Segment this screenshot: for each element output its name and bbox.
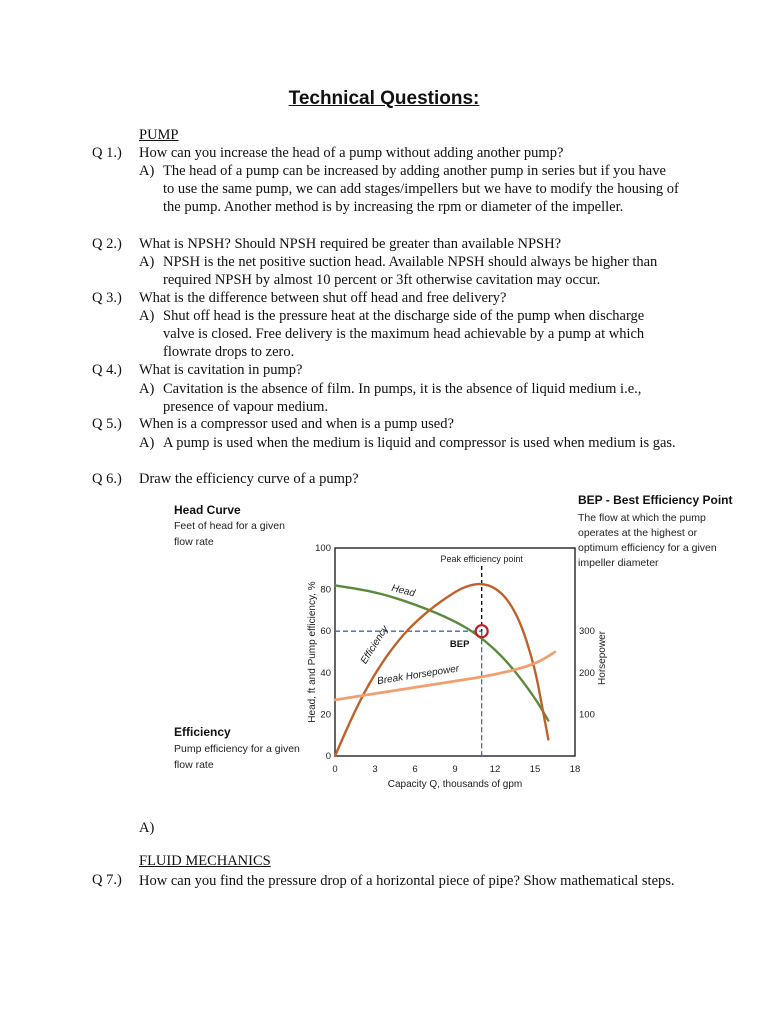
page-title: Technical Questions: (288, 88, 480, 109)
question-label: Q 2.) (92, 236, 122, 252)
question-label: Q 5.) (92, 416, 122, 432)
x-axis-label: Capacity Q, thousands of gpm (387, 779, 523, 790)
answer-text: Cavitation is the absence of film. In pumps, it is the absence of liquid medium i.e., presence of vapour medium. (163, 381, 642, 416)
question-text: How can you increase the head of a pump without adding another pump? (139, 145, 564, 161)
x-tick-label: 0 (332, 764, 338, 775)
break-horsepower-label: Break Horsepower (376, 663, 460, 688)
y-tick-label: 40 (320, 667, 331, 679)
answer-label: A) (139, 254, 155, 270)
x-tick-label: 9 (452, 764, 458, 775)
peak-efficiency-label: Peak efficiency point (440, 554, 523, 564)
question-text: What is cavitation in pump? (139, 362, 303, 378)
y2-tick-label: 300 (579, 626, 595, 638)
y-tick-label: 80 (320, 584, 331, 596)
bep-label: BEP (449, 639, 470, 651)
question-label: Q 1.) (92, 145, 122, 161)
y-tick-label: 100 (315, 543, 331, 554)
y-axis-label: Head, ft and Pump efficiency, % (307, 581, 318, 723)
question-label: Q 4.) (92, 362, 122, 378)
efficiency-curve-label: Efficiency (358, 623, 391, 667)
head-curve-label: Head (390, 582, 417, 600)
efficiency-desc-1: Pump efficiency for a given (174, 743, 300, 755)
efficiency-desc-2: flow rate (174, 759, 214, 771)
answer-label: A) (139, 435, 155, 451)
answer-block (139, 380, 679, 416)
bep-title: BEP - Best Efficiency Point (578, 493, 733, 507)
answer-text: The head of a pump can be increased by adding another pump in series but if you have to use the same pump, we can add stages/impellers but we have to modify the housing of the pump. Another method is by increasing the rpm or diameter of the impeller. (163, 163, 679, 216)
question-label: Q 7.) (92, 872, 122, 888)
answer-block (139, 162, 679, 217)
answer-label: A) (139, 163, 155, 179)
question-text: How can you find the pressure drop of a horizontal piece of pipe? Show mathematical steps. (139, 873, 675, 889)
bep-desc-4: impeller diameter (578, 557, 659, 569)
x-tick-label: 18 (569, 764, 581, 775)
pump-curve-chart (160, 490, 750, 800)
answer-text: NPSH is the net positive suction head. Available NPSH should always be higher than required NPSH by almost 10 percent or 3ft otherwise cavitation may occur. (163, 254, 658, 289)
answer-label: A) (139, 381, 155, 397)
answer-text: A pump is used when the medium is liquid and compressor is used when medium is gas. (163, 435, 676, 451)
y2-axis-label: Horsepower (597, 631, 608, 685)
y-tick-label: 60 (320, 626, 331, 638)
answer-text: Shut off head is the pressure heat at the discharge side of the pump when discharge valve is closed. Free delivery is the maximum head achievable by a pump at which flowrate drops to zero. (163, 308, 645, 361)
question-text: What is the difference between shut off head and free delivery? (139, 290, 507, 306)
question-label: Q 3.) (92, 290, 122, 306)
y2-tick-label: 200 (579, 667, 595, 679)
question-text: What is NPSH? Should NPSH required be greater than available NPSH? (139, 236, 562, 252)
question-text: When is a compressor used and when is a pump used? (139, 416, 454, 432)
head-curve-desc-2: flow rate (174, 536, 214, 548)
question-label: Q 6.) (92, 471, 122, 487)
answer-label: A) (139, 308, 155, 324)
answer-label: A) (139, 820, 155, 836)
y-tick-label: 20 (320, 709, 331, 721)
bep-desc-3: optimum efficiency for a given (578, 542, 717, 554)
head-curve-desc-1: Feet of head for a given (174, 520, 285, 532)
answer-block (139, 253, 679, 289)
answer-block (139, 307, 679, 362)
y-tick-label: 0 (325, 751, 331, 762)
section-heading-pump: PUMP (139, 127, 179, 143)
x-tick-label: 3 (372, 764, 378, 775)
efficiency-title: Efficiency (174, 725, 231, 739)
head-curve-title: Head Curve (174, 503, 241, 517)
x-tick-label: 6 (412, 764, 418, 775)
question-text: Draw the efficiency curve of a pump? (139, 471, 359, 487)
section-heading-fluid-mechanics: FLUID MECHANICS (139, 853, 271, 869)
x-tick-label: 12 (489, 764, 501, 775)
y2-tick-label: 100 (579, 709, 595, 721)
x-tick-label: 15 (529, 764, 541, 775)
answer-block (139, 434, 679, 452)
bep-desc-1: The flow at which the pump (578, 512, 706, 524)
bep-desc-2: operates at the highest or (578, 527, 698, 539)
